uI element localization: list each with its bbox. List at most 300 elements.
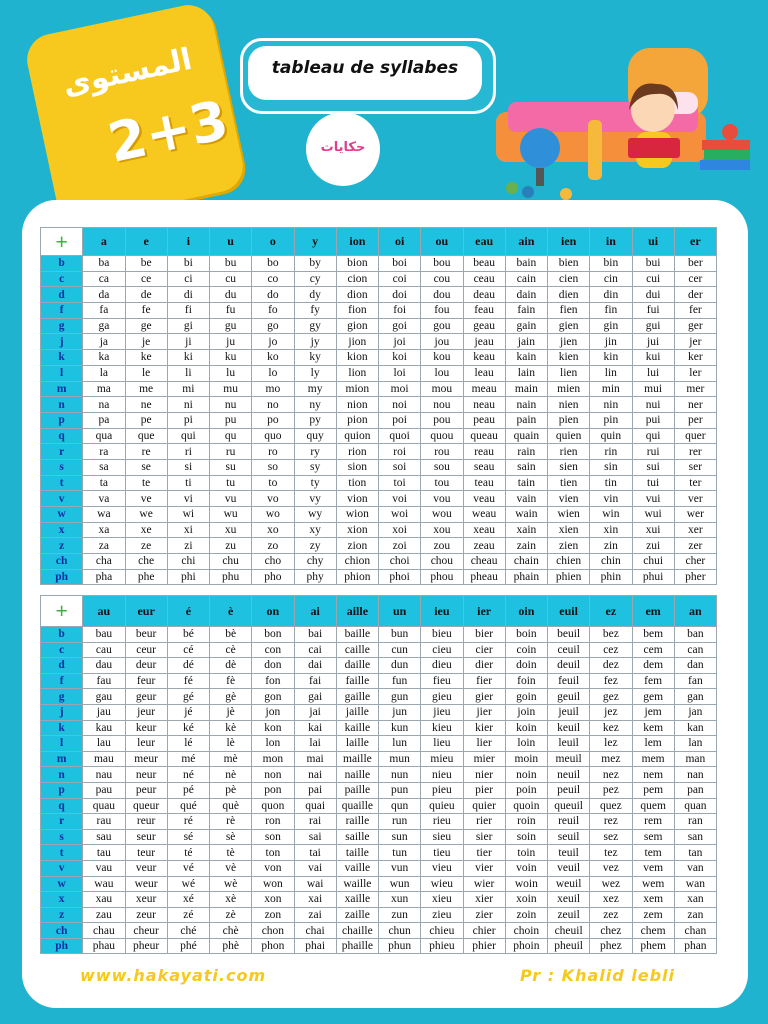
syllable-cell: gain — [505, 318, 547, 334]
syllable-cell: ro — [252, 444, 294, 460]
consonant-cell: v — [41, 491, 83, 507]
syllable-cell: sieu — [421, 829, 463, 845]
syllable-cell: va — [83, 491, 125, 507]
consonant-cell: x — [41, 892, 83, 908]
syllable-cell: wain — [505, 507, 547, 523]
syllable-cell: lion — [336, 365, 378, 381]
syllable-cell: kieu — [421, 720, 463, 736]
syllable-cell: sé — [167, 829, 209, 845]
syllable-table-1 — [40, 227, 717, 585]
syllable-cell: seuil — [548, 829, 590, 845]
syllable-cell: veau — [463, 491, 505, 507]
syllable-cell: gier — [463, 689, 505, 705]
syllable-cell: fon — [252, 673, 294, 689]
syllable-cell: phion — [336, 569, 378, 585]
syllable-cell: chan — [674, 923, 716, 939]
syllable-cell: kien — [548, 350, 590, 366]
syllable-cell: sien — [548, 459, 590, 475]
syllable-cell: bé — [167, 627, 209, 643]
syllable-cell: weuil — [548, 876, 590, 892]
syllable-cell: xier — [463, 892, 505, 908]
syllable-cell: tai — [294, 845, 336, 861]
table-row — [41, 459, 717, 475]
syllable-cell: deuil — [548, 658, 590, 674]
syllable-cell: rez — [590, 814, 632, 830]
syllable-cell: neuil — [548, 767, 590, 783]
apple-icon — [722, 124, 738, 140]
syllable-cell: fui — [632, 303, 674, 319]
syllable-cell: foin — [505, 673, 547, 689]
syllable-cell: dou — [421, 287, 463, 303]
syllable-cell: dem — [632, 658, 674, 674]
syllable-cell: cau — [83, 642, 125, 658]
syllable-cell: be — [125, 256, 167, 272]
book-stack-1 — [700, 160, 750, 170]
syllable-cell: jier — [463, 704, 505, 720]
syllable-cell: kou — [421, 350, 463, 366]
syllable-cell: doi — [379, 287, 421, 303]
syllable-cell: tain — [505, 475, 547, 491]
syllable-cell: tou — [421, 475, 463, 491]
syllable-cell: kan — [674, 720, 716, 736]
consonant-cell: n — [41, 767, 83, 783]
syllable-cell: fi — [167, 303, 209, 319]
syllable-cell: sier — [463, 829, 505, 845]
syllable-cell: queur — [125, 798, 167, 814]
syllable-cell: caille — [336, 642, 378, 658]
syllable-cell: con — [252, 642, 294, 658]
consonant-cell: w — [41, 507, 83, 523]
syllable-cell: nou — [421, 397, 463, 413]
syllable-cell: zo — [252, 538, 294, 554]
syllable-cell: tier — [463, 845, 505, 861]
syllable-cell: bon — [252, 627, 294, 643]
syllable-cell: ton — [252, 845, 294, 861]
syllable-cell: zeuil — [548, 907, 590, 923]
syllable-cell: ru — [210, 444, 252, 460]
syllable-cell: fier — [463, 673, 505, 689]
syllable-cell: zy — [294, 538, 336, 554]
consonant-cell: w — [41, 876, 83, 892]
syllable-cell: koi — [379, 350, 421, 366]
syllable-cell: kez — [590, 720, 632, 736]
syllable-cell: bo — [252, 256, 294, 272]
syllable-cell: to — [252, 475, 294, 491]
vowel-header: an — [674, 596, 716, 627]
syllable-cell: wa — [83, 507, 125, 523]
syllable-cell: pun — [379, 782, 421, 798]
syllable-cell: ve — [125, 491, 167, 507]
syllable-cell: ju — [210, 334, 252, 350]
table-row — [41, 767, 717, 783]
syllable-cell: wez — [590, 876, 632, 892]
syllable-cell: zé — [167, 907, 209, 923]
syllable-cell: noin — [505, 767, 547, 783]
syllable-cell: ceur — [125, 642, 167, 658]
syllable-cell: xe — [125, 522, 167, 538]
syllable-cell: ré — [167, 814, 209, 830]
syllable-cell: zu — [210, 538, 252, 554]
vowel-header: er — [674, 228, 716, 256]
consonant-cell: s — [41, 459, 83, 475]
syllable-cell: fien — [548, 303, 590, 319]
syllable-cell: jo — [252, 334, 294, 350]
syllable-cell: fau — [83, 673, 125, 689]
syllable-cell: feuil — [548, 673, 590, 689]
syllable-cell: daille — [336, 658, 378, 674]
syllable-cell: quem — [632, 798, 674, 814]
syllable-cell: tien — [548, 475, 590, 491]
syllable-cell: chui — [632, 554, 674, 570]
syllable-cell: chieu — [421, 923, 463, 939]
girl-reading-illustration — [488, 40, 760, 200]
syllable-cell: fu — [210, 303, 252, 319]
syllable-cell: ty — [294, 475, 336, 491]
syllable-cell: chau — [83, 923, 125, 939]
syllable-cell: cez — [590, 642, 632, 658]
syllable-cell: phui — [632, 569, 674, 585]
syllable-cell: leuil — [548, 736, 590, 752]
syllable-cell: qui — [167, 428, 209, 444]
syllable-cell: mu — [210, 381, 252, 397]
syllable-cell: xy — [294, 522, 336, 538]
syllable-cell: zau — [83, 907, 125, 923]
syllable-cell: ba — [83, 256, 125, 272]
consonant-cell: t — [41, 475, 83, 491]
syllable-cell: wy — [294, 507, 336, 523]
syllable-cell: zem — [632, 907, 674, 923]
syllable-cell: pe — [125, 412, 167, 428]
syllable-cell: pai — [294, 782, 336, 798]
table-row — [41, 907, 717, 923]
syllable-cell: chon — [252, 923, 294, 939]
consonant-cell: n — [41, 397, 83, 413]
syllable-cell: ri — [167, 444, 209, 460]
table-header-row — [41, 596, 717, 627]
syllable-cell: non — [252, 767, 294, 783]
vowel-header: i — [167, 228, 209, 256]
syllable-cell: né — [167, 767, 209, 783]
syllable-cell: choi — [379, 554, 421, 570]
syllable-cell: té — [167, 845, 209, 861]
syllable-cell: xion — [336, 522, 378, 538]
syllable-cell: re — [125, 444, 167, 460]
vowel-header: u — [210, 228, 252, 256]
syllable-cell: phou — [421, 569, 463, 585]
book-stack-3 — [702, 140, 750, 150]
syllable-cell: gui — [632, 318, 674, 334]
syllable-cell: jè — [210, 704, 252, 720]
vowel-header: ou — [421, 228, 463, 256]
consonant-cell: r — [41, 444, 83, 460]
syllable-cell: laille — [336, 736, 378, 752]
syllable-cell: pher — [674, 569, 716, 585]
syllable-cell: bè — [210, 627, 252, 643]
syllable-cell: jan — [674, 704, 716, 720]
syllable-cell: beuil — [548, 627, 590, 643]
syllable-cell: toin — [505, 845, 547, 861]
syllable-cell: beau — [463, 256, 505, 272]
syllable-cell: jeau — [463, 334, 505, 350]
syllable-cell: phez — [590, 938, 632, 954]
syllable-cell: zai — [294, 907, 336, 923]
syllable-cell: teuil — [548, 845, 590, 861]
consonant-cell: l — [41, 736, 83, 752]
syllable-cell: phoin — [505, 938, 547, 954]
syllable-cell: reuil — [548, 814, 590, 830]
syllable-cell: jui — [632, 334, 674, 350]
syllable-cell: pou — [421, 412, 463, 428]
consonant-cell: g — [41, 318, 83, 334]
syllable-cell: jer — [674, 334, 716, 350]
syllable-cell: lu — [210, 365, 252, 381]
syllable-cell: wer — [674, 507, 716, 523]
syllable-cell: kon — [252, 720, 294, 736]
syllable-cell: ver — [674, 491, 716, 507]
syllable-cell: nu — [210, 397, 252, 413]
syllable-cell: mui — [632, 381, 674, 397]
syllable-cell: rem — [632, 814, 674, 830]
table-row — [41, 350, 717, 366]
syllable-cell: lem — [632, 736, 674, 752]
table-row — [41, 736, 717, 752]
syllable-cell: roi — [379, 444, 421, 460]
syllable-cell: roin — [505, 814, 547, 830]
syllable-cell: sy — [294, 459, 336, 475]
syllable-cell: vaille — [336, 860, 378, 876]
syllable-cell: gieu — [421, 689, 463, 705]
table-row — [41, 522, 717, 538]
syllable-cell: ran — [674, 814, 716, 830]
table-row — [41, 475, 717, 491]
consonant-cell: z — [41, 538, 83, 554]
level-number: 2+3 — [102, 88, 234, 175]
syllable-cell: fieu — [421, 673, 463, 689]
syllable-cell: phi — [167, 569, 209, 585]
syllable-cell: jeuil — [548, 704, 590, 720]
ball-1 — [506, 182, 518, 194]
syllable-cell: phien — [548, 569, 590, 585]
syllable-cell: quez — [590, 798, 632, 814]
syllable-cell: waille — [336, 876, 378, 892]
syllable-cell: neur — [125, 767, 167, 783]
table-row — [41, 876, 717, 892]
syllable-cell: pi — [167, 412, 209, 428]
syllable-cell: run — [379, 814, 421, 830]
syllable-cell: pheur — [125, 938, 167, 954]
syllable-cell: rain — [505, 444, 547, 460]
syllable-cell: phy — [294, 569, 336, 585]
syllable-cell: rau — [83, 814, 125, 830]
consonant-cell: p — [41, 782, 83, 798]
syllable-cell: jien — [548, 334, 590, 350]
syllable-cell: bien — [548, 256, 590, 272]
syllable-cell: wem — [632, 876, 674, 892]
syllable-cell: sez — [590, 829, 632, 845]
syllable-cell: pion — [336, 412, 378, 428]
syllable-cell: sain — [505, 459, 547, 475]
syllable-cell: ky — [294, 350, 336, 366]
syllable-cell: qun — [379, 798, 421, 814]
syllable-cell: nè — [210, 767, 252, 783]
syllable-cell: gon — [252, 689, 294, 705]
syllable-cell: zin — [590, 538, 632, 554]
syllable-cell: vin — [590, 491, 632, 507]
syllable-cell: gy — [294, 318, 336, 334]
syllable-cell: choin — [505, 923, 547, 939]
website-link[interactable]: www.hakayati.com — [80, 966, 267, 985]
syllable-cell: meau — [463, 381, 505, 397]
syllable-cell: zon — [252, 907, 294, 923]
syllable-cell: jez — [590, 704, 632, 720]
syllable-cell: co — [252, 271, 294, 287]
syllable-cell: ko — [252, 350, 294, 366]
book — [628, 138, 680, 158]
syllable-cell: ga — [83, 318, 125, 334]
syllable-cell: fy — [294, 303, 336, 319]
syllable-cell: zou — [421, 538, 463, 554]
syllable-cell: da — [83, 287, 125, 303]
table-row — [41, 412, 717, 428]
syllable-cell: cain — [505, 271, 547, 287]
consonant-cell: s — [41, 829, 83, 845]
vowel-header: euil — [548, 596, 590, 627]
syllable-cell: quer — [674, 428, 716, 444]
syllable-cell: chi — [167, 554, 209, 570]
syllable-cell: seur — [125, 829, 167, 845]
syllable-cell: gem — [632, 689, 674, 705]
syllable-cell: phu — [210, 569, 252, 585]
syllable-cell: cho — [252, 554, 294, 570]
syllable-cell: jou — [421, 334, 463, 350]
syllable-cell: gau — [83, 689, 125, 705]
syllable-cell: ceau — [463, 271, 505, 287]
syllable-cell: cin — [590, 271, 632, 287]
syllable-cell: man — [674, 751, 716, 767]
page-title: tableau de syllabes — [271, 58, 459, 78]
syllable-cell: chain — [505, 554, 547, 570]
consonant-cell: j — [41, 704, 83, 720]
syllable-cell: fain — [505, 303, 547, 319]
syllable-cell: der — [674, 287, 716, 303]
syllable-cell: ké — [167, 720, 209, 736]
syllable-cell: cien — [548, 271, 590, 287]
syllable-cell: chai — [294, 923, 336, 939]
syllable-cell: noi — [379, 397, 421, 413]
syllable-cell: zi — [167, 538, 209, 554]
syllable-cell: ter — [674, 475, 716, 491]
vowel-header: ien — [548, 228, 590, 256]
syllable-cell: rai — [294, 814, 336, 830]
syllable-cell: so — [252, 459, 294, 475]
syllable-cell: pha — [83, 569, 125, 585]
syllable-cell: soi — [379, 459, 421, 475]
syllable-cell: wau — [83, 876, 125, 892]
table-row — [41, 689, 717, 705]
syllable-cell: sion — [336, 459, 378, 475]
globe-icon — [520, 128, 560, 168]
syllable-cell: son — [252, 829, 294, 845]
syllable-cell: sui — [632, 459, 674, 475]
syllable-cell: teur — [125, 845, 167, 861]
consonant-cell: b — [41, 627, 83, 643]
syllable-cell: my — [294, 381, 336, 397]
syllable-cell: si — [167, 459, 209, 475]
syllable-cell: gan — [674, 689, 716, 705]
syllable-cell: sun — [379, 829, 421, 845]
syllable-cell: von — [252, 860, 294, 876]
syllable-cell: rier — [463, 814, 505, 830]
syllable-cell: mon — [252, 751, 294, 767]
syllable-cell: pier — [463, 782, 505, 798]
syllable-cell: quaille — [336, 798, 378, 814]
vowel-header: un — [379, 596, 421, 627]
vowel-header: ieu — [421, 596, 463, 627]
syllable-cell: quier — [463, 798, 505, 814]
syllable-cell: fez — [590, 673, 632, 689]
syllable-cell: phai — [294, 938, 336, 954]
syllable-cell: mien — [548, 381, 590, 397]
syllable-cell: fai — [294, 673, 336, 689]
syllable-cell: deur — [125, 658, 167, 674]
syllable-cell: cieu — [421, 642, 463, 658]
syllable-cell: ny — [294, 397, 336, 413]
syllable-cell: ze — [125, 538, 167, 554]
plus-icon: + — [41, 596, 83, 627]
syllable-cell: kau — [83, 720, 125, 736]
table-row — [41, 923, 717, 939]
syllable-cell: queuil — [548, 798, 590, 814]
syllable-cell: zain — [505, 538, 547, 554]
syllable-cell: fou — [421, 303, 463, 319]
syllable-cell: me — [125, 381, 167, 397]
syllable-cell: boin — [505, 627, 547, 643]
syllable-cell: lain — [505, 365, 547, 381]
syllable-cell: ge — [125, 318, 167, 334]
syllable-cell: dion — [336, 287, 378, 303]
syllable-cell: poin — [505, 782, 547, 798]
syllable-cell: vion — [336, 491, 378, 507]
syllable-cell: quain — [505, 428, 547, 444]
syllable-cell: xem — [632, 892, 674, 908]
syllable-cell: rui — [632, 444, 674, 460]
syllable-cell: bieu — [421, 627, 463, 643]
syllable-cell: cheur — [125, 923, 167, 939]
syllable-cell: don — [252, 658, 294, 674]
syllable-cell: xon — [252, 892, 294, 908]
syllable-cell: vain — [505, 491, 547, 507]
syllable-cell: ker — [674, 350, 716, 366]
syllable-cell: mè — [210, 751, 252, 767]
syllable-cell: phun — [379, 938, 421, 954]
vowel-header: è — [210, 596, 252, 627]
syllable-cell: doin — [505, 658, 547, 674]
vowel-header: ier — [463, 596, 505, 627]
syllable-cell: kem — [632, 720, 674, 736]
syllable-cell: zan — [674, 907, 716, 923]
table-row — [41, 554, 717, 570]
syllable-cell: queau — [463, 428, 505, 444]
syllable-cell: quan — [674, 798, 716, 814]
syllable-cell: tieu — [421, 845, 463, 861]
syllable-cell: vui — [632, 491, 674, 507]
syllable-cell: què — [210, 798, 252, 814]
syllable-cell: jion — [336, 334, 378, 350]
syllable-cell: phoi — [379, 569, 421, 585]
table-row — [41, 627, 717, 643]
syllable-cell: toi — [379, 475, 421, 491]
syllable-cell: din — [590, 287, 632, 303]
